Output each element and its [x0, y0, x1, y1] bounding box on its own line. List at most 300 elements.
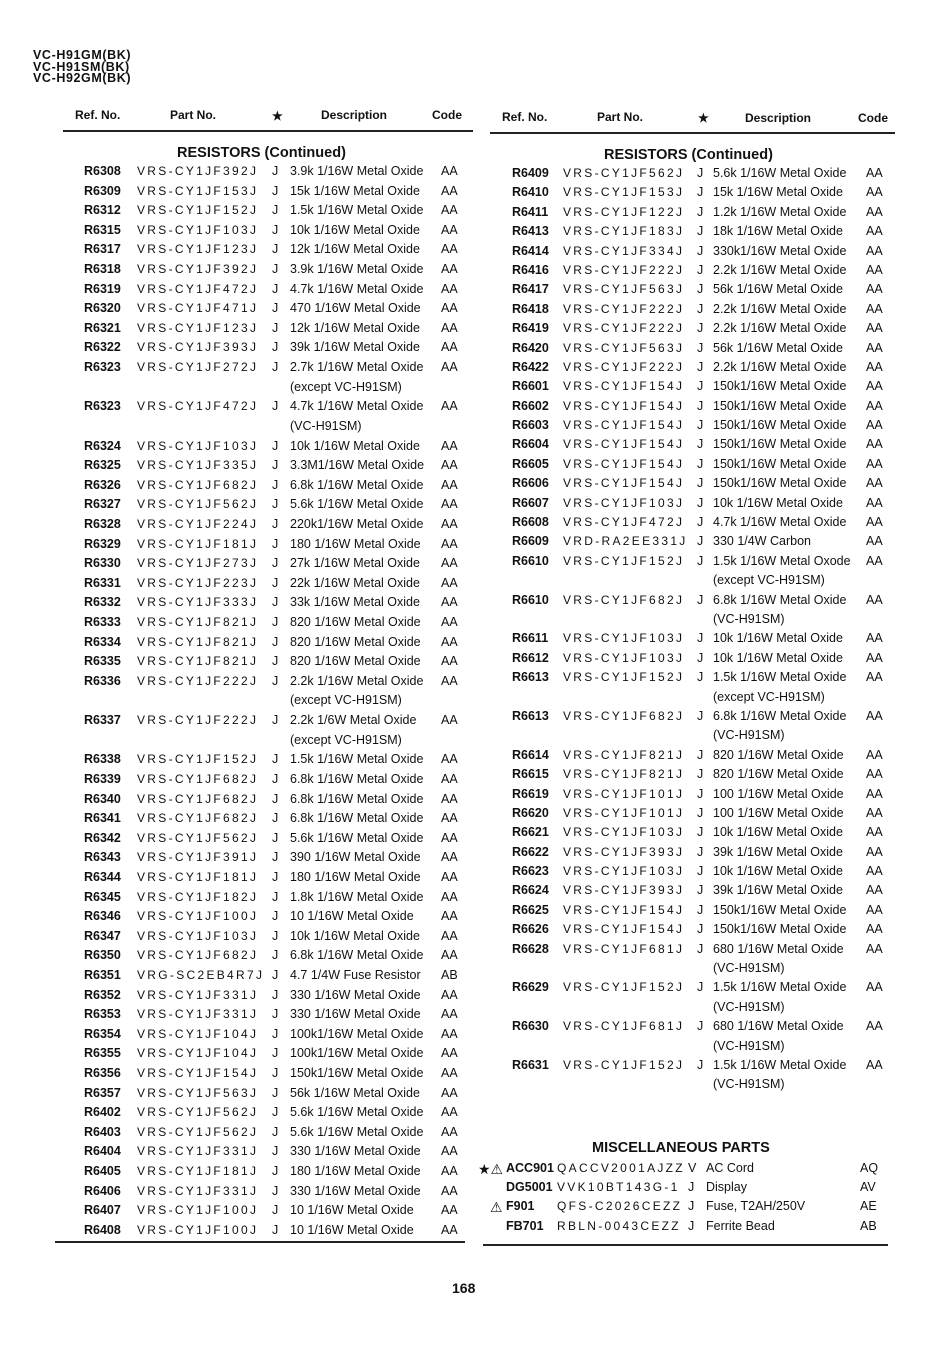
description-cell: 150k1/16W Metal Oxide [713, 922, 847, 937]
j-cell: J [697, 185, 704, 200]
ref-cell: R6312 [84, 203, 121, 218]
code-cell: AA [866, 980, 883, 995]
part-number-cell: VRS-CY1JF333J [137, 595, 259, 610]
table-row [0, 903, 950, 922]
code-cell: AA [866, 767, 883, 782]
description-cell: 15k 1/16W Metal Oxide [290, 183, 420, 198]
description-cell: 6.8k 1/16W Metal Oxide [290, 771, 424, 786]
code-cell: AA [866, 670, 883, 685]
part-number-cell: VRS-CY1JF152J [137, 752, 259, 767]
ref-cell: FB701 [506, 1218, 544, 1233]
j-cell: J [697, 204, 704, 219]
description-cell: 5.6k 1/16W Metal Oxide [290, 830, 424, 845]
description-cell: 10k 1/16W Metal Oxide [713, 825, 843, 840]
part-number-cell: VRS-CY1JF123J [137, 242, 259, 257]
part-number-cell: VRS-CY1JF563J [137, 1085, 259, 1100]
ref-cell: R6318 [84, 262, 121, 277]
description-cell: 10k 1/16W Metal Oxide [713, 864, 843, 879]
code-cell: AA [441, 615, 458, 630]
table-row [0, 864, 950, 883]
code-cell: AA [441, 301, 458, 316]
code-cell: AA [866, 825, 883, 840]
part-number-cell: VRS-CY1JF821J [137, 634, 259, 649]
j-cell: J [272, 948, 279, 963]
code-cell: AA [866, 166, 883, 180]
code-cell: AA [441, 869, 458, 884]
j-cell: J [697, 262, 704, 277]
part-number-cell: VRS-CY1JF104J [137, 1026, 259, 1041]
ref-cell: R6612 [512, 650, 549, 665]
code-cell: AA [441, 1222, 458, 1237]
part-number-cell: VRS-CY1JF154J [137, 1066, 259, 1081]
code-cell: AA [441, 1203, 458, 1218]
description-cell: 820 1/16W Metal Oxide [290, 615, 421, 630]
j-cell: J [272, 967, 279, 982]
table-row [0, 767, 950, 786]
j-cell: J [272, 1026, 279, 1041]
ref-cell: R6330 [84, 556, 121, 571]
j-cell: J [272, 928, 279, 943]
j-cell: J [697, 805, 704, 820]
header-code: Code [432, 108, 462, 122]
code-cell: AA [866, 456, 883, 471]
j-cell: J [697, 166, 704, 180]
j-cell: J [697, 786, 704, 801]
code-cell: AA [441, 1046, 458, 1061]
description-cell: 680 1/16W Metal Oxide [713, 941, 844, 956]
code-cell: AA [866, 515, 883, 530]
table-row [0, 612, 950, 631]
table-row [0, 1219, 950, 1238]
part-number-cell: VRS-CY1JF152J [563, 670, 685, 685]
part-number-cell: VRS-CY1JF331J [137, 1183, 259, 1198]
model-name: VC-H91SM(BK) [33, 59, 130, 74]
part-number-cell: VRS-CY1JF682J [563, 708, 685, 723]
j-cell: J [272, 1046, 279, 1061]
j-cell: J [272, 634, 279, 649]
model-name: VC-H91GM(BK) [33, 48, 132, 62]
j-cell: J [272, 536, 279, 551]
j-cell: J [272, 1164, 279, 1179]
j-cell: J [697, 456, 704, 471]
j-cell: J [697, 922, 704, 937]
ref-cell: R6630 [512, 1019, 549, 1034]
part-number-cell: VRS-CY1JF154J [563, 476, 685, 491]
code-cell: AE [860, 1199, 877, 1214]
code-cell: AA [441, 713, 458, 728]
description-cell: 33k 1/16W Metal Oxide [290, 595, 420, 610]
code-cell: AA [866, 321, 883, 336]
table-row [0, 883, 950, 902]
table-row [0, 205, 950, 224]
part-number-cell: VRS-CY1JF681J [563, 1019, 685, 1034]
description-cell: 5.6k 1/16W Metal Oxide [290, 1105, 424, 1120]
description-cell: 1.5k 1/16W Metal Oxide [713, 670, 847, 685]
j-cell: J [697, 243, 704, 258]
j-cell: J [272, 771, 279, 786]
ref-cell: R6619 [512, 786, 549, 801]
table-row [0, 399, 950, 418]
description-cell: 1.5k 1/16W Metal Oxode [713, 553, 851, 568]
code-cell: AA [441, 771, 458, 786]
part-number-cell: VRS-CY1JF101J [563, 786, 685, 801]
table-row [0, 476, 950, 495]
code-cell: AA [441, 183, 458, 198]
j-cell: J [697, 379, 704, 394]
j-cell: J [272, 987, 279, 1002]
ref-cell: R6410 [512, 185, 549, 200]
description-cell: 100k1/16W Metal Oxide [290, 1026, 424, 1041]
part-number-cell: VRS-CY1JF334J [563, 243, 685, 258]
j-cell: J [697, 340, 704, 355]
table-row [0, 437, 950, 456]
j-cell: J [697, 534, 704, 549]
ref-cell: R6604 [512, 437, 549, 452]
part-number-cell: VRS-CY1JF154J [563, 398, 685, 413]
ref-cell: R6335 [84, 654, 121, 669]
description-cell: 180 1/16W Metal Oxide [290, 1164, 421, 1179]
part-number-cell: VRS-CY1JF472J [563, 515, 685, 530]
part-number-cell: VRS-CY1JF152J [563, 980, 685, 995]
table-row [0, 1019, 950, 1038]
model-list [33, 50, 131, 85]
code-cell: AA [866, 631, 883, 646]
code-cell: AA [866, 204, 883, 219]
code-cell: AA [441, 752, 458, 767]
description-cell: (VC-H91SM) [713, 728, 785, 743]
part-number-cell: VRS-CY1JF821J [137, 654, 259, 669]
j-cell: J [272, 458, 279, 473]
description-cell: 10 1/16W Metal Oxide [290, 1203, 414, 1218]
part-number-cell: VRD-RA2EE331J [563, 534, 688, 549]
code-cell: AA [441, 909, 458, 924]
j-cell: J [272, 477, 279, 492]
code-cell: AA [441, 850, 458, 865]
ref-cell: R6611 [512, 631, 549, 646]
table-row [0, 651, 950, 670]
j-cell: J [272, 438, 279, 453]
ref-cell: R6338 [84, 752, 121, 767]
description-cell: 15k 1/16W Metal Oxide [713, 185, 843, 200]
part-number-cell: VRS-CY1JF154J [563, 456, 685, 471]
code-cell: AA [441, 536, 458, 551]
j-cell: J [697, 476, 704, 491]
description-cell: (except VC-H91SM) [290, 693, 402, 708]
header-part: Part No. [170, 108, 217, 122]
part-number-cell: VRS-CY1JF100J [137, 909, 259, 924]
j-cell: J [697, 825, 704, 840]
ref-cell: R6628 [512, 941, 549, 956]
ref-cell: R6321 [84, 320, 121, 335]
j-cell: J [697, 437, 704, 452]
j-cell: J [697, 650, 704, 665]
j-cell: J [697, 1057, 704, 1072]
ref-cell: R6325 [84, 458, 121, 473]
part-number-cell: VRS-CY1JF222J [137, 713, 259, 728]
j-cell: J [697, 301, 704, 316]
code-cell: AA [441, 242, 458, 257]
code-cell: AA [441, 987, 458, 1002]
ref-cell: R6327 [84, 497, 121, 512]
ref-cell: R6337 [84, 713, 121, 728]
model-name: VC-H92GM(BK) [33, 71, 132, 85]
part-number-cell: VRS-CY1JF103J [563, 864, 685, 879]
ref-cell: R6404 [84, 1144, 121, 1159]
code-cell: AA [866, 708, 883, 723]
ref-cell: R6408 [84, 1222, 121, 1237]
description-cell: 12k 1/16W Metal Oxide [290, 320, 420, 335]
j-cell: J [688, 1218, 695, 1233]
ref-cell: R6416 [512, 262, 549, 277]
j-cell: J [272, 1105, 279, 1120]
ref-cell: R6319 [84, 281, 121, 296]
part-number-cell: VRS-CY1JF101J [563, 805, 685, 820]
description-cell: 5.6k 1/16W Metal Oxide [290, 497, 424, 512]
table-row [0, 1125, 480, 1145]
part-number-cell: VRS-CY1JF154J [563, 437, 685, 452]
description-cell: 150k1/16W Metal Oxide [713, 902, 847, 917]
code-cell: AA [866, 282, 883, 297]
ref-cell: R6403 [84, 1124, 121, 1139]
ref-cell: R6620 [512, 805, 549, 820]
ref-cell: R6602 [512, 398, 549, 413]
j-cell: J [272, 262, 279, 277]
table-row [0, 185, 950, 204]
description-cell: (except VC-H91SM) [290, 379, 402, 394]
description-cell: 390 1/16W Metal Oxide [290, 850, 421, 865]
table-row [0, 806, 950, 825]
code-cell: AA [441, 1105, 458, 1120]
table-row [0, 1199, 950, 1218]
description-cell: (except VC-H91SM) [713, 689, 825, 704]
description-cell: (except VC-H91SM) [290, 732, 402, 747]
table-row [0, 263, 950, 282]
table-row [0, 534, 950, 553]
j-cell: J [272, 203, 279, 218]
misc-parts-list [0, 1161, 950, 1238]
code-cell: AA [441, 320, 458, 335]
ref-cell: R6341 [84, 811, 121, 826]
j-cell: J [697, 631, 704, 646]
description-cell: 220k1/16W Metal Oxide [290, 516, 424, 531]
code-cell: AA [866, 534, 883, 549]
header-rule [63, 130, 473, 132]
description-cell: 39k 1/16W Metal Oxide [290, 340, 420, 355]
ref-cell: R6357 [84, 1085, 121, 1100]
code-cell: AA [441, 399, 458, 414]
table-row [0, 418, 950, 437]
description-cell: 6.8k 1/16W Metal Oxide [290, 477, 424, 492]
part-number-cell: VRS-CY1JF681J [563, 941, 685, 956]
part-number-cell: VRS-CY1JF152J [137, 203, 259, 218]
j-cell: J [272, 1203, 279, 1218]
part-number-cell: VRS-CY1JF181J [137, 1164, 259, 1179]
part-number-cell: VRS-CY1JF224J [137, 516, 259, 531]
ref-cell: R6353 [84, 1007, 121, 1022]
description-cell: 6.8k 1/16W Metal Oxide [290, 791, 424, 806]
code-cell: AA [866, 941, 883, 956]
part-number-cell: VRS-CY1JF682J [137, 791, 259, 806]
j-cell: J [272, 811, 279, 826]
ref-cell: R6351 [84, 967, 121, 982]
ref-cell: R6623 [512, 864, 549, 879]
code-cell: AB [441, 967, 458, 982]
part-number-cell: VRS-CY1JF103J [137, 928, 259, 943]
ref-cell: R6420 [512, 340, 549, 355]
description-cell: 56k 1/16W Metal Oxide [290, 1085, 420, 1100]
description-cell: 22k 1/16W Metal Oxide [290, 575, 420, 590]
table-row [0, 554, 950, 573]
code-cell: AA [866, 844, 883, 859]
code-cell: AA [866, 262, 883, 277]
j-cell: J [697, 398, 704, 413]
part-number-cell: VRS-CY1JF682J [137, 811, 259, 826]
code-cell: AA [866, 340, 883, 355]
j-cell: J [272, 183, 279, 198]
j-cell: J [272, 1085, 279, 1100]
ref-cell: R6614 [512, 747, 549, 762]
code-cell: AA [441, 438, 458, 453]
table-row [0, 302, 950, 321]
description-cell: (except VC-H91SM) [713, 573, 825, 588]
part-number-cell: VRS-CY1JF222J [563, 301, 685, 316]
description-cell: (VC-H91SM) [713, 611, 785, 626]
ref-cell: R6352 [84, 987, 121, 1002]
code-cell: AA [441, 654, 458, 669]
table-row [0, 1180, 950, 1199]
code-cell: AA [866, 805, 883, 820]
ref-cell: R6407 [84, 1203, 121, 1218]
description-cell: 2.2k 1/16W Metal Oxide [713, 301, 847, 316]
part-number-cell: VRS-CY1JF562J [137, 1124, 259, 1139]
description-cell: 820 1/16W Metal Oxide [290, 654, 421, 669]
ref-cell: R6340 [84, 791, 121, 806]
description-cell: 820 1/16W Metal Oxide [290, 634, 421, 649]
table-row [0, 1077, 950, 1096]
j-cell: J [697, 844, 704, 859]
part-number-cell: VRS-CY1JF103J [137, 438, 259, 453]
part-number-cell: VRS-CY1JF471J [137, 301, 259, 316]
part-number-cell: VRS-CY1JF222J [563, 262, 685, 277]
j-cell: J [697, 941, 704, 956]
description-cell: 4.7k 1/16W Metal Oxide [290, 399, 424, 414]
ref-cell: R6339 [84, 771, 121, 786]
ref-cell: R6323 [84, 399, 121, 414]
j-cell: J [272, 222, 279, 237]
section-title-right: RESISTORS (Continued) [604, 147, 773, 163]
description-cell: 27k 1/16W Metal Oxide [290, 556, 420, 571]
ref-cell: R6603 [512, 418, 549, 433]
part-number-cell: VRS-CY1JF682J [563, 592, 685, 607]
description-cell: 10k 1/16W Metal Oxide [290, 222, 420, 237]
description-cell: 470 1/16W Metal Oxide [290, 301, 421, 316]
code-cell: AA [866, 185, 883, 200]
code-cell: AA [441, 340, 458, 355]
ref-cell: R6346 [84, 909, 121, 924]
part-number-cell: VRS-CY1JF183J [563, 224, 685, 239]
code-cell: AA [866, 650, 883, 665]
description-cell: (VC-H91SM) [713, 961, 785, 976]
description-cell: 6.8k 1/16W Metal Oxide [713, 708, 847, 723]
description-cell: 10k 1/16W Metal Oxide [713, 650, 843, 665]
part-number-cell: VRS-CY1JF562J [137, 497, 259, 512]
description-cell: 820 1/16W Metal Oxide [713, 747, 844, 762]
part-number-cell: VRS-CY1JF153J [563, 185, 685, 200]
j-cell: J [272, 399, 279, 414]
description-cell: 330 1/16W Metal Oxide [290, 1007, 421, 1022]
ref-cell: R6625 [512, 902, 549, 917]
ref-cell: R6414 [512, 243, 549, 258]
code-cell: AA [441, 1164, 458, 1179]
description-cell: 10k 1/16W Metal Oxide [713, 495, 843, 510]
part-number-cell: VRS-CY1JF562J [563, 166, 685, 180]
code-cell: AA [441, 673, 458, 688]
part-number-cell: RBLN-0043CEZZ [557, 1218, 681, 1233]
description-cell: 4.7 1/4W Fuse Resistor [290, 967, 421, 982]
ref-cell: R6326 [84, 477, 121, 492]
part-number-cell: VRS-CY1JF103J [563, 825, 685, 840]
part-number-cell: VRS-CY1JF154J [563, 902, 685, 917]
part-number-cell: VRS-CY1JF335J [137, 458, 259, 473]
bottom-rule-right [483, 1244, 888, 1246]
part-number-cell: VRS-CY1JF181J [137, 536, 259, 551]
code-cell: AA [441, 516, 458, 531]
j-cell: V [688, 1161, 697, 1175]
j-cell: J [697, 708, 704, 723]
ref-cell: R6332 [84, 595, 121, 610]
ref-cell: R6613 [512, 708, 549, 723]
ref-cell: R6422 [512, 359, 549, 374]
ref-cell: R6610 [512, 553, 549, 568]
j-cell: J [272, 1007, 279, 1022]
part-number-cell: VRS-CY1JF154J [563, 418, 685, 433]
table-row [0, 457, 950, 476]
code-cell: AA [866, 437, 883, 452]
code-cell: AA [441, 556, 458, 571]
code-cell: AA [866, 922, 883, 937]
description-cell: 3.9k 1/16W Metal Oxide [290, 262, 424, 277]
description-cell: 100k1/16W Metal Oxide [290, 1046, 424, 1061]
description-cell: 4.7k 1/16W Metal Oxide [290, 281, 424, 296]
code-cell: AA [441, 1007, 458, 1022]
j-cell: J [697, 418, 704, 433]
j-cell: J [272, 281, 279, 296]
j-cell: J [272, 713, 279, 728]
part-number-cell: VRS-CY1JF272J [137, 360, 259, 375]
description-cell: 2.2k 1/6W Metal Oxide [290, 713, 417, 728]
description-cell: 100 1/16W Metal Oxide [713, 786, 844, 801]
description-cell: 6.8k 1/16W Metal Oxide [290, 811, 424, 826]
j-cell: J [272, 575, 279, 590]
code-cell: AA [866, 359, 883, 374]
header-star: ★ [698, 111, 709, 125]
ref-cell: R6417 [512, 282, 549, 297]
description-cell: (VC-H91SM) [290, 418, 362, 433]
description-cell: 2.2k 1/16W Metal Oxide [290, 673, 424, 688]
j-cell: J [272, 869, 279, 884]
part-number-cell: QACCV2001AJZZ [557, 1161, 685, 1175]
table-row [0, 961, 950, 980]
j-cell: J [272, 497, 279, 512]
part-number-cell: VRS-CY1JF222J [563, 359, 685, 374]
code-cell: AA [441, 1085, 458, 1100]
description-cell: 1.2k 1/16W Metal Oxide [713, 204, 847, 219]
ref-cell: R6308 [84, 164, 121, 178]
code-cell: AA [441, 1144, 458, 1159]
description-cell: (VC-H91SM) [713, 999, 785, 1014]
j-cell: J [697, 515, 704, 530]
part-number-cell: VRS-CY1JF100J [137, 1222, 259, 1237]
